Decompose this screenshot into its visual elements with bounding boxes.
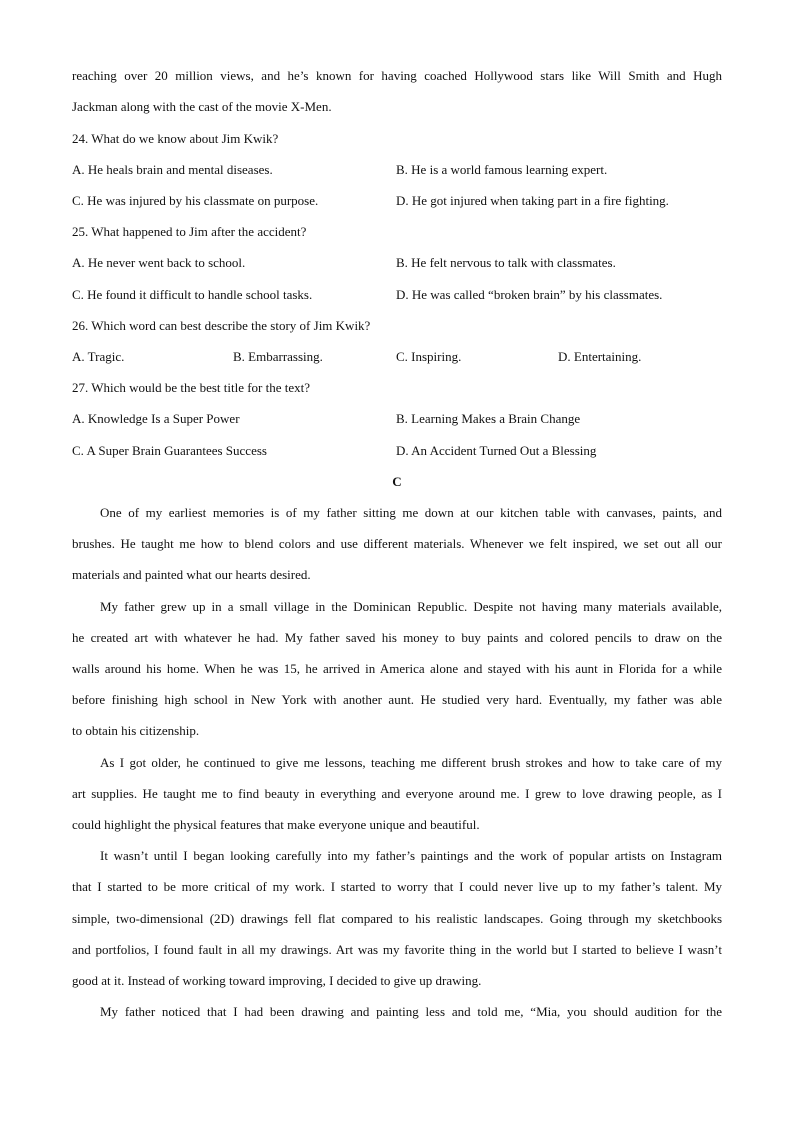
passage-c-line: and portfolios, I found fault in all my drawings. Art was my favorite thing in the world but I started to believe I wasn’t — [72, 942, 722, 957]
passage-c-line: art supplies. He taught me to find beauty in everything and everyone around me. I grew to love drawing people, as I — [72, 786, 722, 801]
question-27-option-c[interactable]: C. A Super Brain Guarantees Success — [72, 443, 267, 458]
question-26-option-b[interactable]: B. Embarrassing. — [233, 349, 323, 364]
passage-c-line: that I started to be more critical of my work. I started to worry that I could never live up to my father’s talent. My — [72, 879, 722, 894]
passage-c-line: good at it. Instead of working toward improving, I decided to give up drawing. — [72, 973, 482, 988]
question-24-option-a[interactable]: A. He heals brain and mental diseases. — [72, 162, 273, 177]
passage-c-line: materials and painted what our hearts desired. — [72, 567, 311, 582]
question-26-stem: 26. Which word can best describe the story of Jim Kwik? — [72, 318, 371, 333]
question-27-option-b[interactable]: B. Learning Makes a Brain Change — [396, 411, 581, 426]
question-27-option-d[interactable]: D. An Accident Turned Out a Blessing — [396, 443, 597, 458]
question-25-stem: 25. What happened to Jim after the accident? — [72, 224, 307, 239]
section-c-heading: C — [392, 474, 402, 489]
question-26-option-d[interactable]: D. Entertaining. — [558, 349, 642, 364]
passage-c-line: walls around his home. When he was 15, he arrived in America alone and stayed with his aunt in Florida for a while — [72, 661, 722, 676]
question-24-option-c[interactable]: C. He was injured by his classmate on purpose. — [72, 193, 319, 208]
passage-c-line: As I got older, he continued to give me lessons, teaching me different brush strokes and how to take care of my — [100, 755, 722, 770]
passage-c-line: he created art with whatever he had. My father saved his money to buy paints and colored pencils to draw on the — [72, 630, 722, 645]
question-24-option-d[interactable]: D. He got injured when taking part in a fire fighting. — [396, 193, 669, 208]
passage-b-line: Jackman along with the cast of the movie X-Men. — [72, 99, 332, 114]
question-27-stem: 27. Which would be the best title for the text? — [72, 380, 311, 395]
question-24-stem: 24. What do we know about Jim Kwik? — [72, 131, 279, 146]
question-25-option-d[interactable]: D. He was called “broken brain” by his classmates. — [396, 287, 663, 302]
passage-c-line: simple, two-dimensional (2D) drawings fell flat compared to his realistic landscapes. Going through my sketchbooks — [72, 911, 722, 926]
question-25-option-b[interactable]: B. He felt nervous to talk with classmates. — [396, 255, 616, 270]
question-27-option-a[interactable]: A. Knowledge Is a Super Power — [72, 411, 240, 426]
passage-c-line: could highlight the physical features that make everyone unique and beautiful. — [72, 817, 480, 832]
passage-c-line: My father grew up in a small village in the Dominican Republic. Despite not having many materials available, — [100, 599, 722, 614]
passage-c-line: to obtain his citizenship. — [72, 723, 200, 738]
question-26-option-a[interactable]: A. Tragic. — [72, 349, 125, 364]
question-24-option-b[interactable]: B. He is a world famous learning expert. — [396, 162, 608, 177]
passage-b-line: reaching over 20 million views, and he’s known for having coached Hollywood stars like Will Smith and Hugh — [72, 68, 722, 83]
passage-c-line: brushes. He taught me how to blend colors and use different materials. Whenever we felt inspired, we set out all our — [72, 536, 722, 551]
passage-c-line: before finishing high school in New York with another aunt. He studied very hard. Eventually, my father was able — [72, 692, 722, 707]
passage-c-line: It wasn’t until I began looking carefully into my father’s paintings and the work of popular artists on Instagram — [100, 848, 722, 863]
question-25-option-c[interactable]: C. He found it difficult to handle school tasks. — [72, 287, 313, 302]
question-25-option-a[interactable]: A. He never went back to school. — [72, 255, 246, 270]
question-26-option-c[interactable]: C. Inspiring. — [396, 349, 462, 364]
passage-c-line: My father noticed that I had been drawing and painting less and told me, “Mia, you should audition for the — [100, 1004, 722, 1019]
passage-c-line: One of my earliest memories is of my father sitting me down at our kitchen table with canvases, paints, and — [100, 505, 722, 520]
